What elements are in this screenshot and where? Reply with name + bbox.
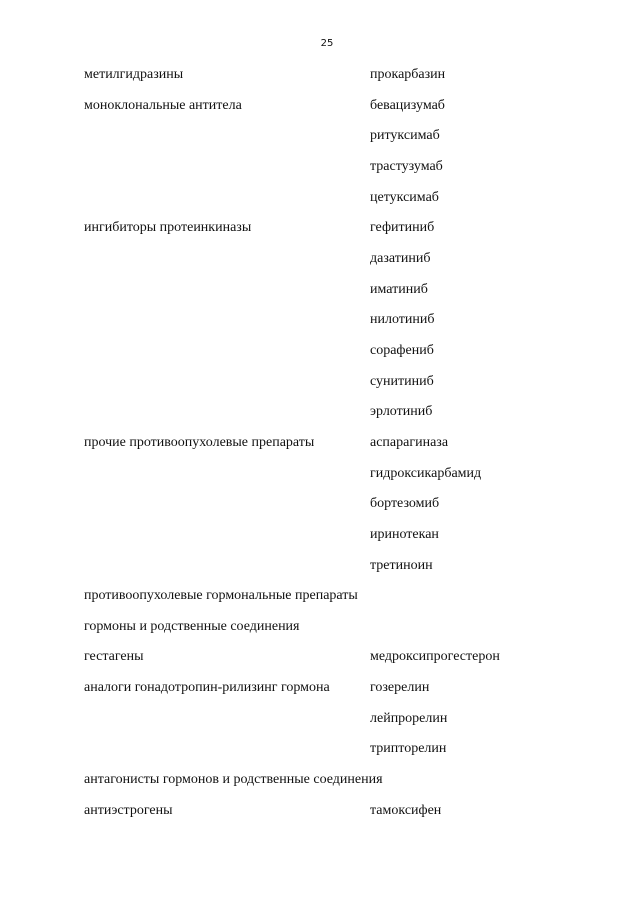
list-row [84, 250, 564, 281]
list-row [84, 648, 564, 679]
list-row [84, 342, 564, 373]
list-row [84, 127, 564, 158]
drug-group-label: аналоги гонадотропин-рилизинг гормона [84, 680, 330, 696]
drug-name: прокарбазин [370, 67, 446, 82]
drug-name: ритуксимаб [370, 128, 440, 144]
drug-name: медроксипрогестерон [370, 649, 500, 665]
list-row [84, 189, 564, 220]
drug-group-label: противоопухолевые гормональные препараты [84, 588, 358, 604]
drug-name: сунитиниб [370, 373, 434, 389]
drug-name: гозерелин [370, 680, 430, 696]
list-row [84, 710, 564, 741]
drug-group-label: метилгидразины [84, 67, 184, 82]
list-row [84, 219, 564, 250]
list-row [84, 281, 564, 312]
list-row [84, 373, 564, 404]
list-row [84, 97, 564, 128]
list-row [84, 465, 564, 496]
list-row [84, 679, 564, 710]
drug-name: иринотекан [370, 526, 439, 542]
drug-group-label: прочие противоопухолевые препараты [84, 434, 315, 450]
drug-name: нилотиниб [370, 312, 435, 328]
list-row [84, 311, 564, 342]
drug-name: лейпрорелин [370, 710, 448, 726]
list-row [84, 587, 564, 618]
list-row [84, 403, 564, 434]
list-row [84, 66, 564, 97]
drug-name: аспарагиназа [370, 434, 449, 450]
drug-group-label: антагонисты гормонов и родственные соединения [84, 772, 383, 788]
list-row [84, 802, 564, 833]
drug-name: тамоксифен [370, 802, 442, 818]
drug-group-label: гестагены [84, 649, 144, 665]
drug-name: трастузумаб [370, 158, 443, 174]
drug-name: третиноин [370, 557, 433, 573]
drug-classification-list [84, 66, 564, 832]
drug-name: дазатиниб [370, 250, 431, 266]
drug-name: сорафениб [370, 342, 434, 358]
list-row [84, 618, 564, 649]
page-number: 25 [320, 38, 334, 49]
drug-name: гефитиниб [370, 220, 435, 236]
drug-group-label: моноклональные антитела [84, 97, 242, 113]
drug-name: гидроксикарбамид [370, 465, 482, 481]
list-row [84, 771, 564, 802]
list-row [84, 526, 564, 557]
drug-group-label: антиэстрогены [84, 802, 173, 818]
drug-name: цетуксимаб [370, 189, 439, 205]
drug-name: эрлотиниб [370, 404, 433, 420]
drug-name: иматиниб [370, 281, 428, 297]
drug-name: трипторелин [370, 741, 447, 757]
drug-group-label: гормоны и родственные соединения [84, 618, 300, 634]
drug-group-label: ингибиторы протеинкиназы [84, 220, 252, 236]
drug-name: бевацизумаб [370, 97, 445, 113]
list-row [84, 557, 564, 588]
list-row [84, 495, 564, 526]
list-row [84, 740, 564, 771]
list-row [84, 434, 564, 465]
drug-name: бортезомиб [370, 496, 440, 512]
list-row [84, 158, 564, 189]
